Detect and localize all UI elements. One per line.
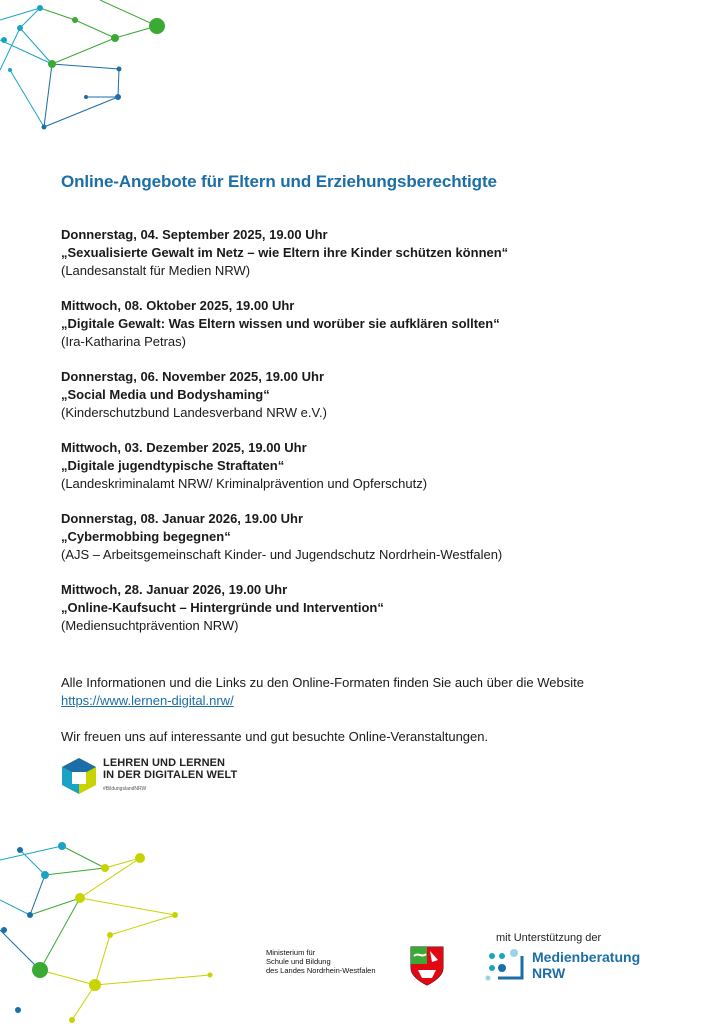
nrw-crest-icon: [410, 946, 444, 986]
medienberatung-line-2: NRW: [532, 965, 566, 981]
page-title: Online-Angebote für Eltern und Erziehungsberechtigte: [61, 172, 497, 191]
event-organizer: (Landeskriminalamt NRW/ Kriminalprävention und Opferschutz): [61, 476, 428, 491]
ministry-line-3: des Landes Nordrhein-Westfalen: [266, 966, 376, 975]
event-date: Donnerstag, 08. Januar 2026, 19.00 Uhr: [61, 511, 304, 526]
event-organizer: (Landesanstalt für Medien NRW): [61, 263, 251, 278]
logo-line-2: IN DER DIGITALEN WELT: [103, 769, 238, 781]
event-title: „Online-Kaufsucht – Hintergründe und Intervention“: [61, 600, 384, 615]
event-item: [61, 226, 661, 280]
support-label: mit Unterstützung der: [496, 932, 602, 944]
ministry-line-1: Ministerium für: [266, 948, 316, 957]
event-title: „Digitale Gewalt: Was Eltern wissen und worüber sie aufklären sollten“: [61, 316, 500, 331]
website-link[interactable]: https://www.lernen-digital.nrw/: [61, 693, 234, 708]
main-content: [61, 172, 661, 746]
event-date: Mittwoch, 28. Januar 2026, 19.00 Uhr: [61, 582, 288, 597]
event-organizer: (Mediensuchtprävention NRW): [61, 618, 239, 633]
event-date: Donnerstag, 06. November 2025, 19.00 Uhr: [61, 369, 325, 384]
network-graphic-top: [0, 0, 180, 140]
closing-text: Wir freuen uns auf interessante und gut besuchte Online-Veranstaltungen.: [61, 729, 489, 744]
info-text: Alle Informationen und die Links zu den Online-Formaten finden Sie auch über die Website: [61, 675, 584, 690]
logo-line-1: LEHREN UND LERNEN: [103, 757, 226, 769]
event-organizer: (AJS – Arbeitsgemeinschaft Kinder- und Jugendschutz Nordrhein-Westfalen): [61, 547, 503, 562]
event-date: Mittwoch, 08. Oktober 2025, 19.00 Uhr: [61, 298, 295, 313]
event-title: „Cybermobbing begegnen“: [61, 529, 231, 544]
logo-tag: #BildungslandNRW: [103, 786, 147, 792]
event-item: [61, 510, 661, 564]
info-paragraph: [61, 674, 661, 710]
medienberatung-line-1: Medienberatung: [532, 949, 641, 965]
dots-logo-icon: [484, 946, 526, 984]
hexagon-logo-icon: [61, 757, 97, 795]
event-date: Donnerstag, 04. September 2025, 19.00 Uhr: [61, 227, 328, 242]
network-graphic-bottom: [0, 820, 230, 1024]
event-item: [61, 439, 661, 493]
event-title: „Sexualisierte Gewalt im Netz – wie Eltern ihre Kinder schützen können“: [61, 245, 509, 260]
event-item: [61, 297, 661, 351]
event-organizer: (Kinderschutzbund Landesverband NRW e.V.): [61, 405, 327, 420]
event-organizer: (Ira-Katharina Petras): [61, 334, 186, 349]
ministry-label: [266, 948, 376, 975]
event-date: Mittwoch, 03. Dezember 2025, 19.00 Uhr: [61, 440, 307, 455]
event-item: [61, 368, 661, 422]
medienberatung-logo: [484, 946, 640, 984]
lehren-lernen-logo: [61, 757, 237, 795]
event-title: „Digitale jugendtypische Straftaten“: [61, 458, 285, 473]
ministry-line-2: Schule und Bildung: [266, 957, 331, 966]
event-title: „Social Media und Bodyshaming“: [61, 387, 270, 402]
event-item: [61, 581, 661, 635]
